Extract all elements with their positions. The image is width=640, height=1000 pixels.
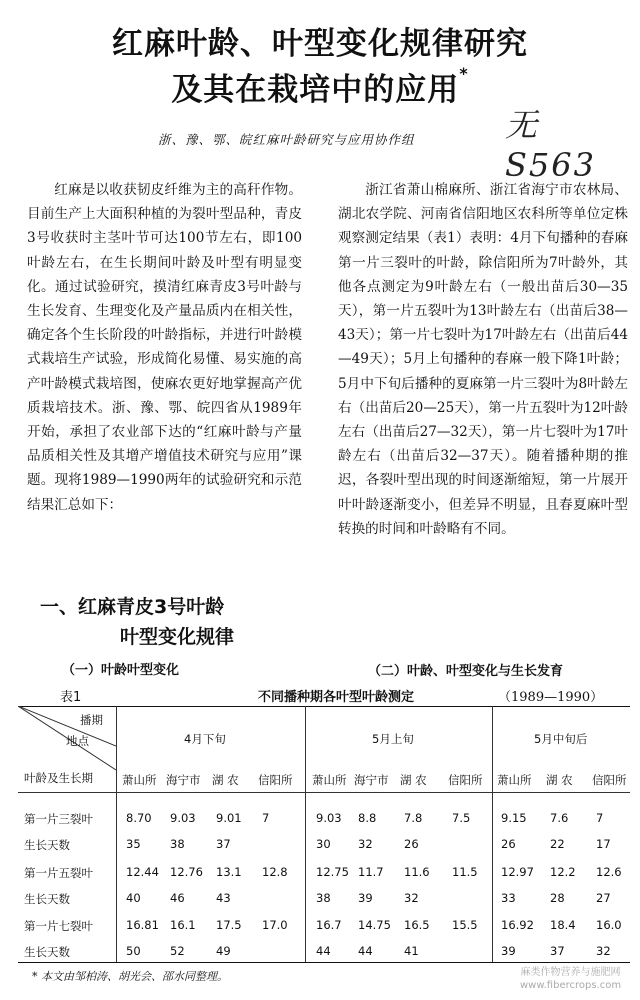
table-cell: 12.76 xyxy=(170,865,203,879)
table-cell: 9.03 xyxy=(170,811,196,825)
table-cell: 7.5 xyxy=(452,811,471,825)
table-cell: 27 xyxy=(596,891,611,905)
watermark xyxy=(520,966,621,992)
table-years: （1989—1990） xyxy=(498,690,604,705)
table-cell: 26 xyxy=(501,837,516,851)
group-header-2: 5月上旬 xyxy=(372,732,414,746)
table-cell: 52 xyxy=(170,944,185,958)
table-row-label: 生长天数 xyxy=(24,945,70,959)
site-header: 湖 农 xyxy=(400,773,427,787)
paper-title-line1: 红麻叶龄、叶型变化规律研究 xyxy=(112,26,528,62)
table-cell: 38 xyxy=(170,837,185,851)
table-cell: 12.8 xyxy=(262,865,288,879)
table-cell: 16.81 xyxy=(126,918,159,932)
results-paragraph: 浙江省萧山棉麻所、浙江省海宁市农林局、湖北农学院、河南省信阳地区农科所等单位定株观察测定结果（表1）表明：4月下旬播种的春麻第一片三裂叶的叶龄，除信阳所为7叶龄外，其他各点测定为9叶龄左右（一般出苗后30—35天），第一片五裂叶为13叶龄左右（出苗后38—43天）；第一片七裂叶为17叶龄左右（出苗后44—49天）；5月上旬播种的春麻一般下降1叶龄；5月中下旬后播种的夏麻第一片三裂叶为8叶龄左右（出苗后20—25天），第一片五裂叶为12叶龄左右（出苗后27—32天），第一片七裂叶为17叶龄左右（出苗后32—37天）。随着播种期的推迟，各裂叶型出现的时间逐渐缩短，第一片展开叶叶龄逐渐变小，但差异不明显，且春夏麻叶型转换的时间和叶龄略有不同。 xyxy=(338,182,628,537)
table-cell: 11.7 xyxy=(358,865,384,879)
table-divider-3 xyxy=(492,706,493,962)
table-cell: 16.1 xyxy=(170,918,196,932)
table-cell: 9.01 xyxy=(216,811,242,825)
corner-sow-label: 播期 xyxy=(80,713,103,727)
intro-paragraph: 红麻是以收获韧皮纤维为主的高秆作物。目前生产上大面积种植的为裂叶型品种，青皮3号收获时主茎叶节可达100节左右，即100叶龄左右，在生长期间叶龄及叶型有明显变化。通过试验研究，摸清红麻青皮3号叶龄与生长发育、生理变化及产量品质内在相关性，确定各个生长阶段的叶龄指标，并进行叶龄模式栽培生产试验，形成简化易懂、易实施的高产叶龄模式栽培图，使麻农更好地掌握高产优质栽培技术。浙、豫、鄂、皖四省从1989年开始，承担了农业部下达的“红麻叶龄与产量品质相关性及其增产增值技术研究与应用”课题。现将1989—1990两年的试验研究和示范结果汇总如下： xyxy=(27,182,302,513)
table-cell: 9.15 xyxy=(501,811,527,825)
table-cell: 12.97 xyxy=(501,865,534,879)
table-cell: 12.6 xyxy=(596,865,622,879)
table-cell: 37 xyxy=(550,944,565,958)
table-cell: 16.7 xyxy=(316,918,342,932)
table-cell: 17.0 xyxy=(262,918,288,932)
table-cell: 46 xyxy=(170,891,185,905)
site-header: 湖 农 xyxy=(546,773,573,787)
table-cell: 35 xyxy=(126,837,141,851)
site-header: 海宁市 xyxy=(166,773,201,787)
corner-item-label: 叶龄及生长期 xyxy=(24,771,93,785)
table-row-label: 第一片七裂叶 xyxy=(24,919,93,933)
group-header-3: 5月中旬后 xyxy=(534,732,588,746)
table-cell: 43 xyxy=(216,891,231,905)
table-cell: 14.75 xyxy=(358,918,391,932)
table-header-rule xyxy=(18,792,630,793)
table-cell: 41 xyxy=(404,944,419,958)
table-cell: 12.2 xyxy=(550,865,576,879)
table-row-label: 第一片三裂叶 xyxy=(24,812,93,826)
table-cell: 32 xyxy=(358,837,373,851)
table-bottom-rule xyxy=(18,962,630,963)
site-header: 萧山所 xyxy=(122,773,157,787)
table-cell: 7.6 xyxy=(550,811,569,825)
subsection-heading-1: （一）叶龄叶型变化 xyxy=(62,663,180,678)
table-cell: 37 xyxy=(216,837,231,851)
site-header: 海宁市 xyxy=(354,773,389,787)
table-cell: 49 xyxy=(216,944,231,958)
section-heading-line1: 一、红麻青皮3号叶龄 xyxy=(40,596,225,618)
handwritten-annotation: 无 S563 xyxy=(505,106,596,184)
table-cell: 50 xyxy=(126,944,141,958)
table-divider-2 xyxy=(305,706,306,962)
table-cell: 7 xyxy=(262,811,270,825)
table-cell: 13.1 xyxy=(216,865,242,879)
table-cell: 8.70 xyxy=(126,811,152,825)
table-cell: 39 xyxy=(358,891,373,905)
table-cell: 16.0 xyxy=(596,918,622,932)
table-title: 不同播种期各叶型叶龄测定 xyxy=(258,690,415,705)
corner-site-label: 地点 xyxy=(66,734,89,748)
table-divider-1 xyxy=(116,706,117,962)
title-footnote-mark: * xyxy=(459,64,469,83)
table-cell: 17.5 xyxy=(216,918,242,932)
table-cell: 38 xyxy=(316,891,331,905)
table-cell: 40 xyxy=(126,891,141,905)
table-cell: 39 xyxy=(501,944,516,958)
watermark-line1: 麻类作物营养与施肥网 xyxy=(520,967,621,978)
table-cell: 26 xyxy=(404,837,419,851)
group-header-1: 4月下旬 xyxy=(184,732,226,746)
table-cell: 44 xyxy=(358,944,373,958)
table-cell: 44 xyxy=(316,944,331,958)
results-column xyxy=(338,178,628,541)
table-cell: 8.8 xyxy=(358,811,377,825)
table-row-label: 生长天数 xyxy=(24,838,70,852)
site-header: 信阳所 xyxy=(258,773,293,787)
site-header: 萧山所 xyxy=(312,773,347,787)
author-group: 浙、豫、鄂、皖红麻叶龄研究与应用协作组 xyxy=(158,132,415,147)
section-heading-line2: 叶型变化规律 xyxy=(120,626,235,648)
table-cell: 11.5 xyxy=(452,865,478,879)
table-cell: 7 xyxy=(596,811,604,825)
table-cell: 18.4 xyxy=(550,918,576,932)
section-heading xyxy=(40,592,290,652)
table-cell: 9.03 xyxy=(316,811,342,825)
table-cell: 12.44 xyxy=(126,865,159,879)
table-cell: 11.6 xyxy=(404,865,430,879)
table-cell: 17 xyxy=(596,837,611,851)
table-cell: 28 xyxy=(550,891,565,905)
table-cell: 16.92 xyxy=(501,918,534,932)
table-cell: 15.5 xyxy=(452,918,478,932)
site-header: 信阳所 xyxy=(448,773,483,787)
table-row-label: 第一片五裂叶 xyxy=(24,866,93,880)
subsection-heading-2: （二）叶龄、叶型变化与生长发育 xyxy=(368,664,564,679)
site-header: 信阳所 xyxy=(592,773,627,787)
site-header: 萧山所 xyxy=(497,773,532,787)
table-cell: 32 xyxy=(596,944,611,958)
watermark-line2: www.fibercrops.com xyxy=(520,980,622,991)
site-header: 湖 农 xyxy=(212,773,239,787)
table-cell: 7.8 xyxy=(404,811,423,825)
table-cell: 32 xyxy=(404,891,419,905)
footnote: * 本文由邹柏涛、胡光会、邵水同整理。 xyxy=(32,970,228,983)
table-label: 表1 xyxy=(60,690,82,705)
table-cell: 22 xyxy=(550,837,565,851)
table-cell: 12.75 xyxy=(316,865,349,879)
title-line2-text: 及其在栽培中的应用 xyxy=(171,72,460,108)
table-cell: 30 xyxy=(316,837,331,851)
table-cell: 33 xyxy=(501,891,516,905)
table-cell: 16.5 xyxy=(404,918,430,932)
table-row-label: 生长天数 xyxy=(24,892,70,906)
